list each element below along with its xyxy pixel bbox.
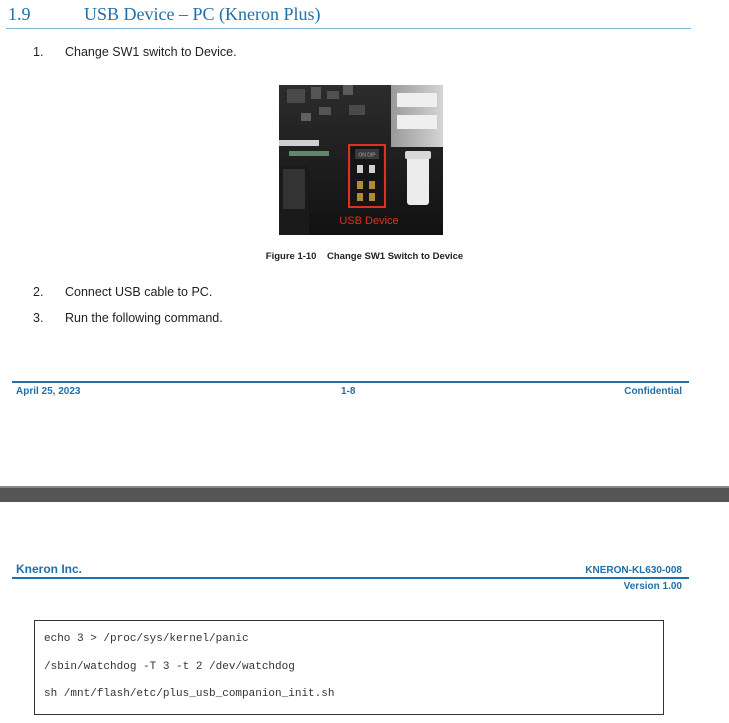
step-text: Run the following command.: [65, 311, 223, 325]
footer-divider: [12, 381, 689, 383]
section-divider: [6, 28, 691, 29]
list-item-step-1: [33, 45, 433, 61]
step-text: Connect USB cable to PC.: [65, 285, 213, 299]
section-title: USB Device – PC (Kneron Plus): [84, 4, 321, 24]
footer-classification: Confidential: [624, 386, 682, 397]
step-number: 1.: [33, 45, 44, 59]
switch-text: ON DIP: [358, 152, 376, 159]
code-line: echo 3 > /proc/sys/kernel/panic: [44, 633, 249, 645]
photo-label: USB Device: [339, 215, 399, 227]
footer-date: April 25, 2023: [16, 386, 81, 397]
section-number: 1.9: [8, 4, 31, 24]
code-block: [34, 620, 664, 715]
header-doc-id: KNERON-KL630-008: [585, 565, 682, 576]
figure-photo: [279, 85, 443, 235]
figure-caption: Figure 1-10 Change SW1 Switch to Device: [265, 251, 464, 262]
step-number: 3.: [33, 311, 44, 325]
list-item-step-2: [33, 285, 433, 301]
board-photo-illustration: [279, 85, 443, 235]
list-item-step-3: [33, 311, 433, 327]
code-line: sh /mnt/flash/etc/plus_usb_companion_init.sh: [44, 688, 335, 700]
step-text: Change SW1 switch to Device.: [65, 45, 237, 59]
header-company: Kneron Inc.: [16, 562, 83, 576]
page-break: [0, 488, 729, 502]
header-version: Version 1.00: [623, 581, 682, 592]
header-divider: [12, 577, 689, 579]
footer-page-number: 1-8: [341, 386, 356, 397]
code-line: /sbin/watchdog -T 3 -t 2 /dev/watchdog: [44, 661, 295, 673]
step-number: 2.: [33, 285, 44, 299]
